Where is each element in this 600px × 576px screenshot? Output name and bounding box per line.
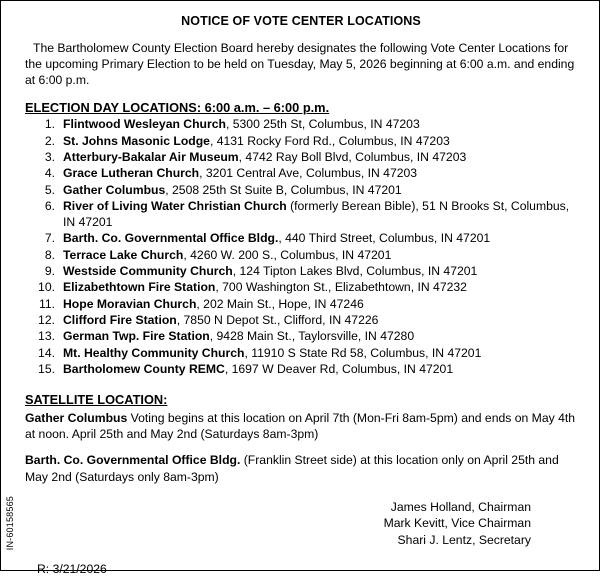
location-address: (formerly Berean Bible), 51 N Brooks St, Columbus, IN 47201 [63,199,570,229]
list-item [25,183,577,199]
page-title: NOTICE OF VOTE CENTER LOCATIONS [181,14,421,28]
list-item-text [63,231,577,247]
location-address: , 202 Main St., Hope, IN 47246 [196,296,364,311]
list-item [25,166,577,182]
location-name: Bartholomew County REMC [63,362,225,377]
list-item [25,248,577,264]
list-item-text [63,166,577,182]
location-name: Barth. Co. Governmental Office Bldg. [63,231,279,246]
list-item [25,231,577,247]
list-item [25,362,577,378]
list-item [25,329,577,345]
list-item-number: 11. [38,296,55,311]
list-item-number: 1. [44,117,55,132]
satellite-location-details: (Franklin Street side) at this location only on April 25th and May 2nd (Saturdays only 8am-3pm) [25,453,559,484]
list-item-number: 12. [38,313,55,328]
revision-code: R: 3/21/2026 [37,561,107,576]
location-name: St. Johns Masonic Lodge [63,133,210,148]
list-item-text [63,297,577,313]
list-item-number: 9. [44,264,55,279]
list-item-number: 14. [38,345,55,360]
location-address: , 5300 25th St, Columbus, IN 47203 [225,117,420,132]
location-name: Elizabethtown Fire Station [63,280,216,295]
satellite-location-name: Gather Columbus [25,411,128,426]
list-item-text [63,313,577,329]
satellite-entry [25,452,577,484]
list-item-text [63,134,577,150]
list-item-number: 3. [44,150,55,164]
signature-block [25,499,577,548]
list-item-number: 2. [44,133,55,148]
list-item-number: 15. [38,362,55,377]
location-name: Westside Community Church [63,264,233,279]
list-item-text [63,329,577,345]
location-address: , 440 Third Street, Columbus, IN 47201 [278,231,491,246]
location-address: , 9428 Main St., Taylorsville, IN 47280 [209,329,415,344]
list-item-number: 8. [44,247,55,262]
signer-line: James Holland, Chairman [390,499,531,514]
list-item-text [63,117,577,133]
location-address: , 700 Washington St., Elizabethtown, IN 47232 [215,280,467,295]
list-item-text [63,183,577,199]
document-content [25,11,577,576]
location-name: German Twp. Fire Station [63,329,210,344]
list-item-number: 6. [44,199,55,214]
location-list [25,117,577,378]
list-item [25,117,577,133]
location-name: River of Living Water Christian Church [63,199,287,214]
list-item-text [63,264,577,280]
document-side-code: IN-60158565 [5,496,15,551]
list-item-text [63,199,577,231]
election-day-heading: ELECTION DAY LOCATIONS: 6:00 a.m. – 6:00 p.m. [25,100,330,116]
location-name: Grace Lutheran Church [63,166,200,181]
location-address: , 2508 25th St Suite B, Columbus, IN 47201 [165,182,402,197]
location-name: Mt. Healthy Community Church [63,345,245,360]
satellite-entry [25,410,577,442]
list-item-text [63,346,577,362]
location-name: Flintwood Wesleyan Church [63,117,226,132]
location-address: , 124 Tipton Lakes Blvd, Columbus, IN 47201 [232,264,478,279]
list-item-number: 4. [44,166,55,181]
location-address: , 4131 Rocky Ford Rd., Columbus, IN 47203 [209,133,450,148]
list-item-number: 7. [44,231,55,246]
intro-paragraph: The Bartholomew County Election Board hereby designates the following Vote Center Locations for the upcoming Primary Election to be held on Tuesday, May 5, 2026 beginning at 6:00 a.m. and ending at 6:00 p.m. [25,41,575,88]
list-item-number: 13. [38,329,55,344]
location-name: Terrace Lake Church [63,247,184,262]
list-item [25,313,577,329]
list-item [25,346,577,362]
satellite-heading: SATELLITE LOCATION: [25,392,168,408]
location-address: , 1697 W Deaver Rd, Columbus, IN 47201 [224,362,454,377]
location-address: , 7850 N Depot St., Clifford, IN 47226 [176,313,379,328]
list-item-text [63,280,577,296]
signer-line: Shari J. Lentz, Secretary [397,532,531,547]
satellite-location-details: Voting begins at this location on April 7th (Mon-Fri 8am-5pm) and ends on May 4th at noon. April 25th and May 2nd (Saturdays 8am-3pm) [25,411,576,442]
signer-line: Mark Kevitt, Vice Chairman [383,516,531,531]
satellite-list [25,410,577,485]
location-name: Gather Columbus [63,182,166,197]
location-address: , 4260 W. 200 S., Columbus, IN 47201 [183,247,392,262]
list-item-text [63,362,577,378]
location-address: , 4742 Ray Boll Blvd, Columbus, IN 47203 [238,150,467,164]
list-item [25,297,577,313]
list-item [25,150,577,166]
satellite-location-name: Barth. Co. Governmental Office Bldg. [25,453,241,468]
list-item [25,280,577,296]
list-item-number: 5. [44,182,55,197]
list-item [25,134,577,150]
location-name: Atterbury-Bakalar Air Museum [63,150,239,164]
location-name: Clifford Fire Station [63,313,177,328]
list-item [25,199,577,231]
list-item-text [63,150,577,166]
location-address: , 3201 Central Ave, Columbus, IN 47203 [199,166,418,181]
list-item-text [63,248,577,264]
location-address: , 11910 S State Rd 58, Columbus, IN 47201 [244,345,482,360]
list-item-number: 10. [38,280,55,295]
list-item [25,264,577,280]
location-name: Hope Moravian Church [63,296,197,311]
